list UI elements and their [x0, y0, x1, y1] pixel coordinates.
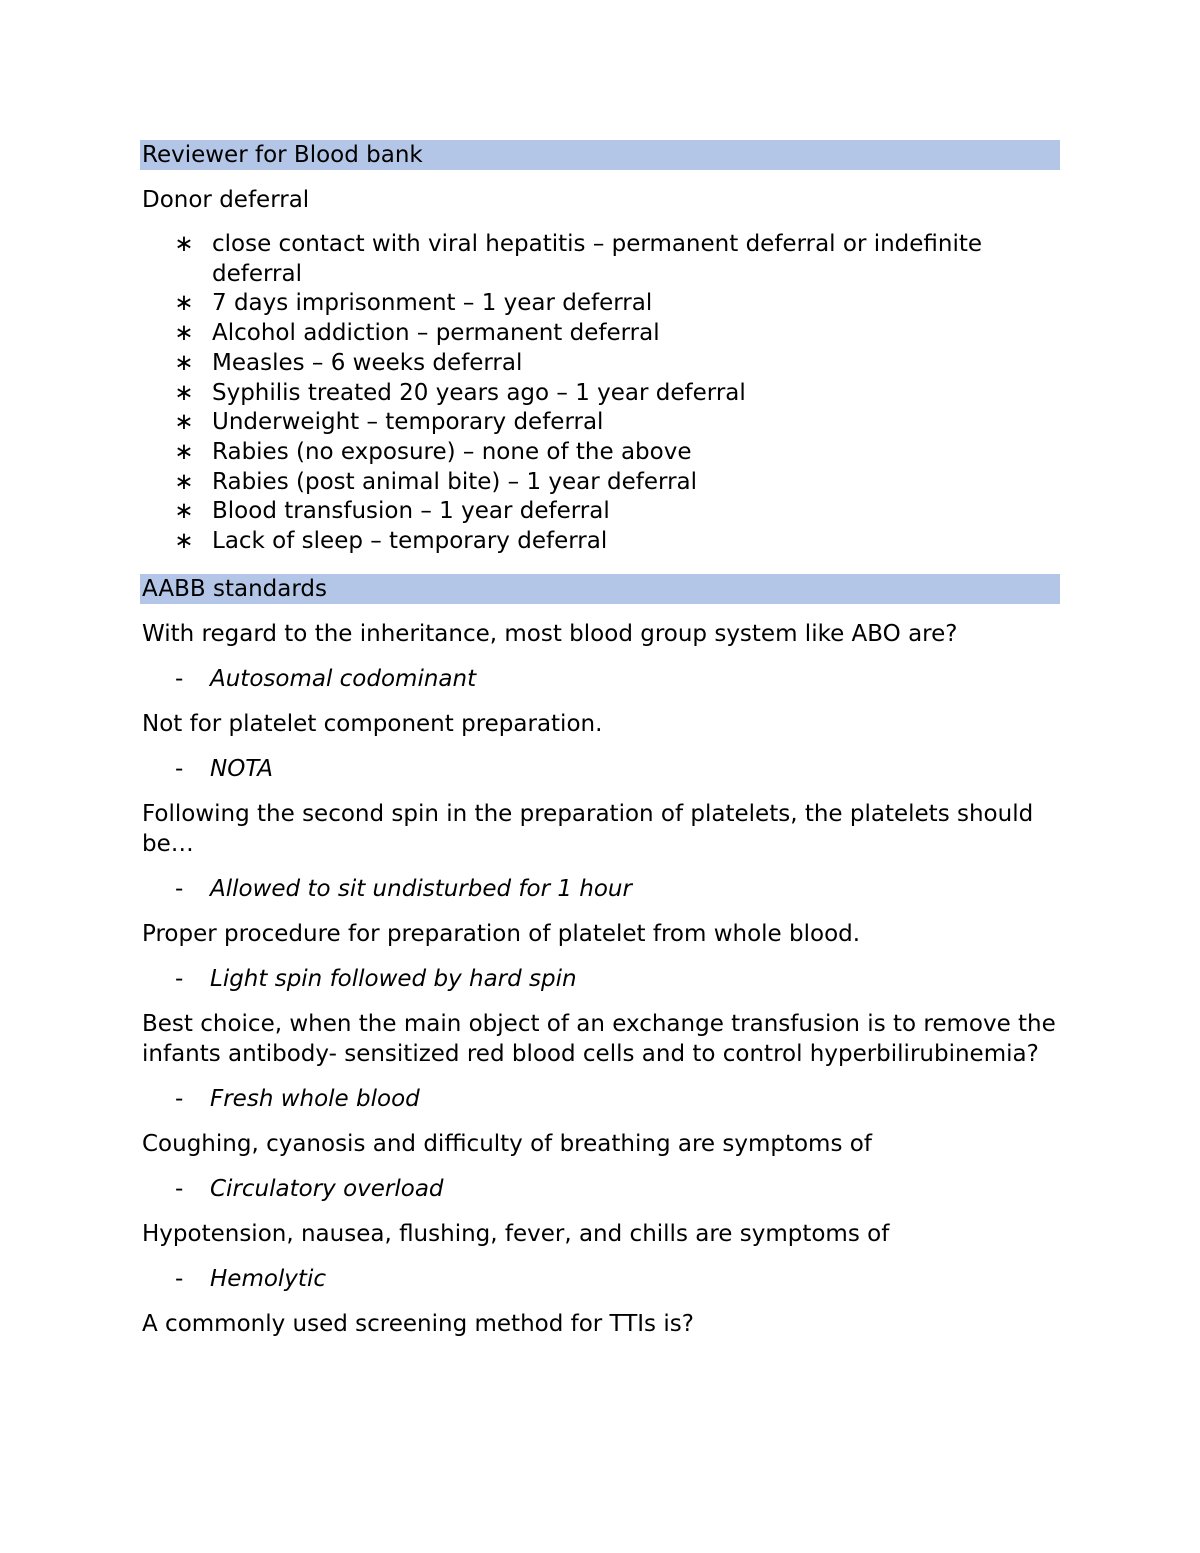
bullet-star-icon: ∗: [174, 320, 194, 347]
deferral-item: ∗ Syphilis treated 20 years ago – 1 year deferral: [140, 379, 1060, 409]
question: Following the second spin in the preparation of platelets, the platelets should be…: [142, 800, 1034, 857]
section-heading-reviewer: Reviewer for Blood bank: [140, 140, 1060, 170]
deferral-item: ∗ 7 days imprisonment – 1 year deferral: [140, 289, 1060, 319]
deferral-item: ∗ Underweight – temporary deferral: [140, 408, 1060, 438]
question: Not for platelet component preparation.: [142, 710, 603, 737]
answer: - NOTA: [175, 755, 273, 782]
bullet-star-icon: ∗: [174, 468, 194, 495]
dash-bullet-icon: -: [175, 1085, 184, 1112]
question: Proper procedure for preparation of platelet from whole blood.: [142, 920, 861, 947]
deferral-item: ∗ Alcohol addiction – permanent deferral: [140, 319, 1060, 349]
bullet-star-icon: ∗: [174, 290, 194, 317]
document-page: [140, 140, 1060, 1339]
answer: - Fresh whole blood: [175, 1085, 420, 1112]
deferral-item: ∗ Rabies (post animal bite) – 1 year deferral: [140, 468, 1060, 498]
answer: - Autosomal codominant: [175, 665, 477, 692]
bullet-star-icon: ∗: [174, 528, 194, 555]
dash-bullet-icon: -: [175, 755, 184, 782]
dash-bullet-icon: -: [175, 665, 184, 692]
deferral-item: ∗ Measles – 6 weeks deferral: [140, 349, 1060, 379]
bullet-star-icon: ∗: [174, 349, 194, 376]
deferral-item: ∗ Rabies (no exposure) – none of the above: [140, 438, 1060, 468]
deferral-item: ∗ Blood transfusion – 1 year deferral: [140, 497, 1060, 527]
answer: - Light spin followed by hard spin: [175, 965, 577, 992]
bullet-star-icon: ∗: [174, 438, 194, 465]
answer: - Circulatory overload: [175, 1175, 444, 1202]
dash-bullet-icon: -: [175, 965, 184, 992]
answer: - Hemolytic: [175, 1265, 326, 1292]
question: Best choice, when the main object of an exchange transfusion is to remove the infants antibody- sensitized red blood cells and to control hyperbilirubinemia?: [142, 1010, 1056, 1067]
dash-bullet-icon: -: [175, 1265, 184, 1292]
question: A commonly used screening method for TTIs is?: [142, 1310, 694, 1337]
question: Coughing, cyanosis and difficulty of breathing are symptoms of: [142, 1130, 872, 1157]
dash-bullet-icon: -: [175, 1175, 184, 1202]
deferral-list: [140, 230, 1060, 557]
deferral-item: ∗ Lack of sleep – temporary deferral: [140, 527, 1060, 557]
bullet-star-icon: ∗: [174, 231, 194, 257]
subheading-donor-deferral: Donor deferral: [142, 187, 310, 213]
answer: - Allowed to sit undisturbed for 1 hour: [175, 875, 632, 902]
question: Hypotension, nausea, flushing, fever, and chills are symptoms of: [142, 1220, 890, 1247]
dash-bullet-icon: -: [175, 875, 184, 902]
bullet-star-icon: ∗: [174, 409, 194, 436]
bullet-star-icon: ∗: [174, 379, 194, 406]
bullet-star-icon: ∗: [174, 498, 194, 525]
deferral-item: ∗ close contact with viral hepatitis – permanent deferral or indefinite deferral: [174, 231, 983, 287]
question: With regard to the inheritance, most blood group system like ABO are?: [142, 620, 958, 647]
section-heading-aabb: AABB standards: [140, 574, 1060, 604]
